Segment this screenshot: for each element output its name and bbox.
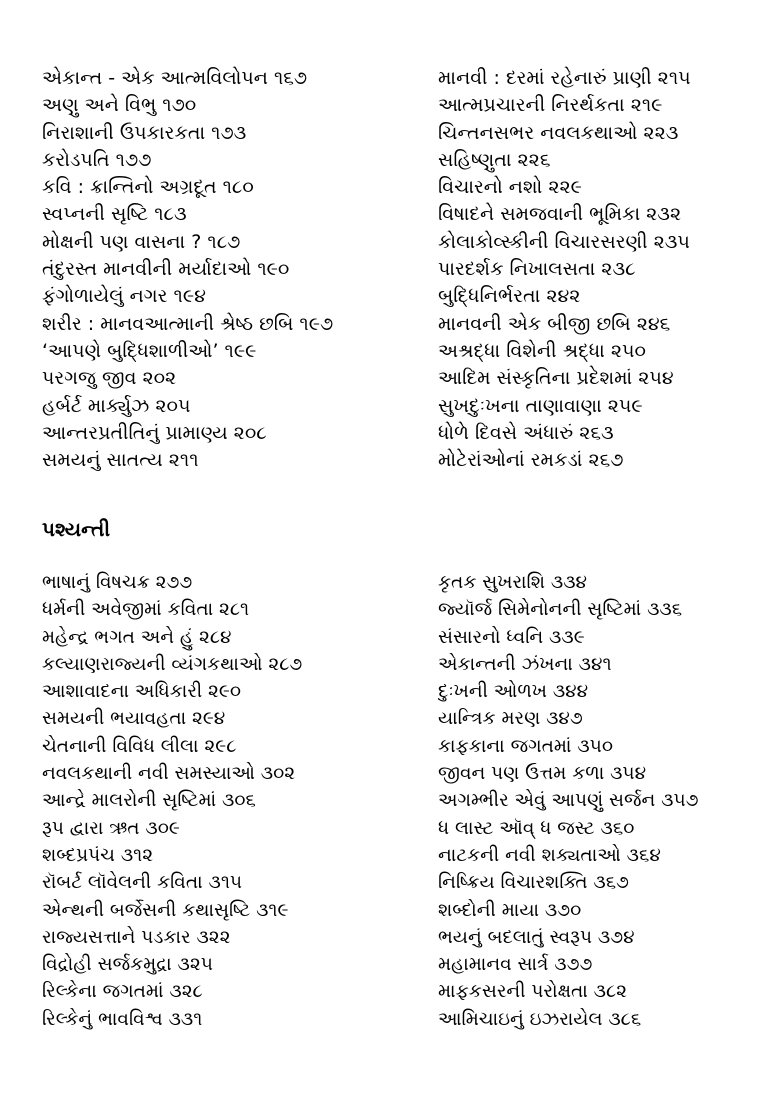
toc-entry: સહિષ્ણુતા ૨૨૬	[438, 148, 551, 171]
toc-entry: સંસારનો ધ્વનિ ૩૩૯	[438, 626, 585, 648]
toc-section-2-right-column	[438, 569, 762, 1033]
toc-entry: કરોડપતિ ૧૭૭	[42, 148, 152, 171]
toc-entry: વિચારનો નશો ૨૨૯	[438, 176, 582, 199]
toc-section-1-right-column	[438, 65, 762, 474]
toc-section-2-left-column	[42, 569, 438, 1033]
toc-entry: શબ્દોની માયા ૩૭૦	[438, 899, 582, 921]
toc-entry: જ્યૉર્જ સિમેનોનની સૃષ્ટિમાં ૩૩૬	[438, 599, 683, 621]
toc-entry: આશાવાદના અધિકારી ૨૯૦	[42, 681, 242, 703]
toc-entry: ‘આપણે બુદ્ધિશાળીઓ’ ૧૯૯	[42, 339, 257, 362]
toc-entry: માનવની એક બીજી છબિ ૨૪૬	[438, 312, 671, 335]
toc-entry: ધ લાસ્ટ ઑવ્ ધ જસ્ટ ૩૬૦	[438, 817, 635, 839]
toc-entry: સુખદુઃખના તાણાવાણા ૨૫૯	[438, 394, 643, 417]
toc-entry: કોલાકોવ્સ્કીની વિચારસરણી ૨૩૫	[438, 230, 690, 253]
toc-entry: પરગજુ જીવ ૨૦૨	[42, 367, 177, 390]
toc-entry: મોક્ષની પણ વાસના ? ૧૮૭	[42, 230, 241, 253]
toc-entry: અણુ અને વિભુ ૧૭૦	[42, 94, 197, 117]
toc-entry: ધર્મની અવેજીમાં કવિતા ૨૮૧	[42, 599, 250, 621]
toc-entry: બુદ્ધિનિર્ભરતા ૨૪૨	[438, 285, 581, 308]
toc-entry: આન્દ્રે માલરોની સૃષ્ટિમાં ૩૦૬	[42, 790, 256, 812]
toc-entry: તંદુરસ્ત માનવીની મર્યાદાઓ ૧૯૦	[42, 258, 290, 281]
toc-entry: હર્બર્ટ માર્ક્યુઝ ૨૦૫	[42, 394, 191, 417]
toc-entry: કાફકાના જગતમાં ૩૫૦	[438, 735, 613, 757]
toc-entry: નવલકથાની નવી સમસ્યાઓ ૩૦૨	[42, 763, 296, 785]
toc-entry: વિષાદને સમજવાની ભૂમિકા ૨૩૨	[438, 203, 682, 226]
toc-entry: પારદર્શક નિખાલસતા ૨૩૮	[438, 258, 636, 281]
toc-entry: નિરાશાની ઉપકારકતા ૧૭૩	[42, 121, 247, 144]
toc-section-1-left-column	[42, 65, 438, 474]
toc-section-1	[42, 65, 762, 474]
toc-entry: મોટેરાંઓનાં રમકડાં ૨૬૭	[438, 449, 624, 472]
toc-entry: માફકસરની પરોક્ષતા ૩૮૨	[438, 981, 628, 1003]
toc-entry: અગમ્ભીર એવું આપણું સર્જન ૩૫૭	[438, 790, 699, 812]
toc-entry: એકાન્તની ઝંખના ૩૪૧	[438, 653, 612, 675]
toc-entry: રૂપ દ્વારા ઋત ૩૦૯	[42, 817, 180, 839]
toc-entry: આન્તરપ્રતીતિનું પ્રામાણ્ય ૨૦૮	[42, 421, 267, 444]
toc-entry: નિષ્ક્રિય વિચારશક્તિ ૩૬૭	[438, 872, 629, 894]
toc-entry: સમયની ભયાવહતા ૨૯૪	[42, 708, 226, 730]
toc-entry: ફંગોળાયેલું નગર ૧૯૪	[42, 285, 206, 308]
toc-entry: સ્વપ્નની સૃષ્ટિ ૧૮૩	[42, 203, 187, 226]
toc-entry: આત્મપ્રચારની નિરર્થકતા ૨૧૯	[438, 94, 663, 117]
toc-entry: કલ્યાણરાજ્યની વ્યંગકથાઓ ૨૮૭	[42, 653, 303, 675]
toc-entry: ધોળે દિવસે અંધારું ૨૬૩	[438, 421, 614, 444]
toc-entry: વિદ્રોહી સર્જકમુદ્રા ૩૨૫	[42, 954, 213, 976]
toc-section-2	[42, 569, 762, 1033]
toc-entry: રિલ્કેના જગતમાં ૩૨૮	[42, 981, 203, 1003]
toc-entry: દુઃખની ઓળખ ૩૪૪	[438, 681, 589, 703]
toc-entry: એકાન્ત - એક આત્મવિલોપન ૧૬૭	[42, 67, 308, 89]
toc-entry: ચિન્તનસભર નવલકથાઓ ૨૨૩	[438, 121, 679, 144]
toc-entry: સમયનું સાતત્ય ૨૧૧	[42, 449, 199, 472]
toc-entry: કવિ : ક્રાન્તિનો અગ્રદૂત ૧૮૦	[42, 176, 254, 199]
toc-entry: નાટકની નવી શક્યતાઓ ૩૬૪	[438, 844, 661, 866]
toc-entry: રૉબર્ટ લૉવેલની કવિતા ૩૧૫	[42, 872, 243, 894]
toc-entry: શબ્દપ્રપંચ ૩૧૨	[42, 844, 154, 866]
toc-entry: યાન્ત્રિક મરણ ૩૪૭	[438, 708, 583, 730]
toc-entry: મહેન્દ્ર ભગત અને હું ૨૮૪	[42, 626, 232, 648]
toc-entry: આમિચાઇનું ઇઝરાયેલ ૩૮૬	[438, 1008, 642, 1030]
toc-entry: માનવી : દરમાં રહેનારું પ્રાણી ૨૧૫	[438, 67, 691, 89]
toc-entry: જીવન પણ ઉત્તમ કળા ૩૫૪	[438, 763, 647, 785]
section-heading: પશ્યન્તી	[42, 517, 111, 541]
toc-entry: ચેતનાની વિવિધ લીલા ૨૯૮	[42, 735, 237, 757]
toc-entry: રિલ્કેનું ભાવવિશ્વ ૩૩૧	[42, 1008, 203, 1030]
toc-entry: શરીર : માનવઆત્માની શ્રેષ્ઠ છબિ ૧૯૭	[42, 312, 334, 335]
toc-entry: અશ્રદ્ધા વિશેની શ્રદ્ધા ૨૫૦	[438, 339, 646, 362]
toc-entry: રાજ્યસત્તાને પડકાર ૩૨૨	[42, 926, 231, 948]
toc-entry: મહામાનવ સાર્ત્ર ૩૭૭	[438, 954, 593, 976]
toc-entry: ભાષાનું વિષચક્ર ૨૭૭	[42, 572, 193, 593]
toc-entry: એન્થની બર્જેસની કથાસૃષ્ટિ ૩૧૯	[42, 899, 289, 921]
toc-entry: આદિમ સંસ્કૃતિના પ્રદેશમાં ૨૫૪	[438, 367, 674, 390]
toc-entry: કૃતક સુખરાશિ ૩૩૪	[438, 572, 587, 593]
toc-entry: ભયનું બદલાતું સ્વરૂપ ૩૭૪	[438, 926, 635, 948]
